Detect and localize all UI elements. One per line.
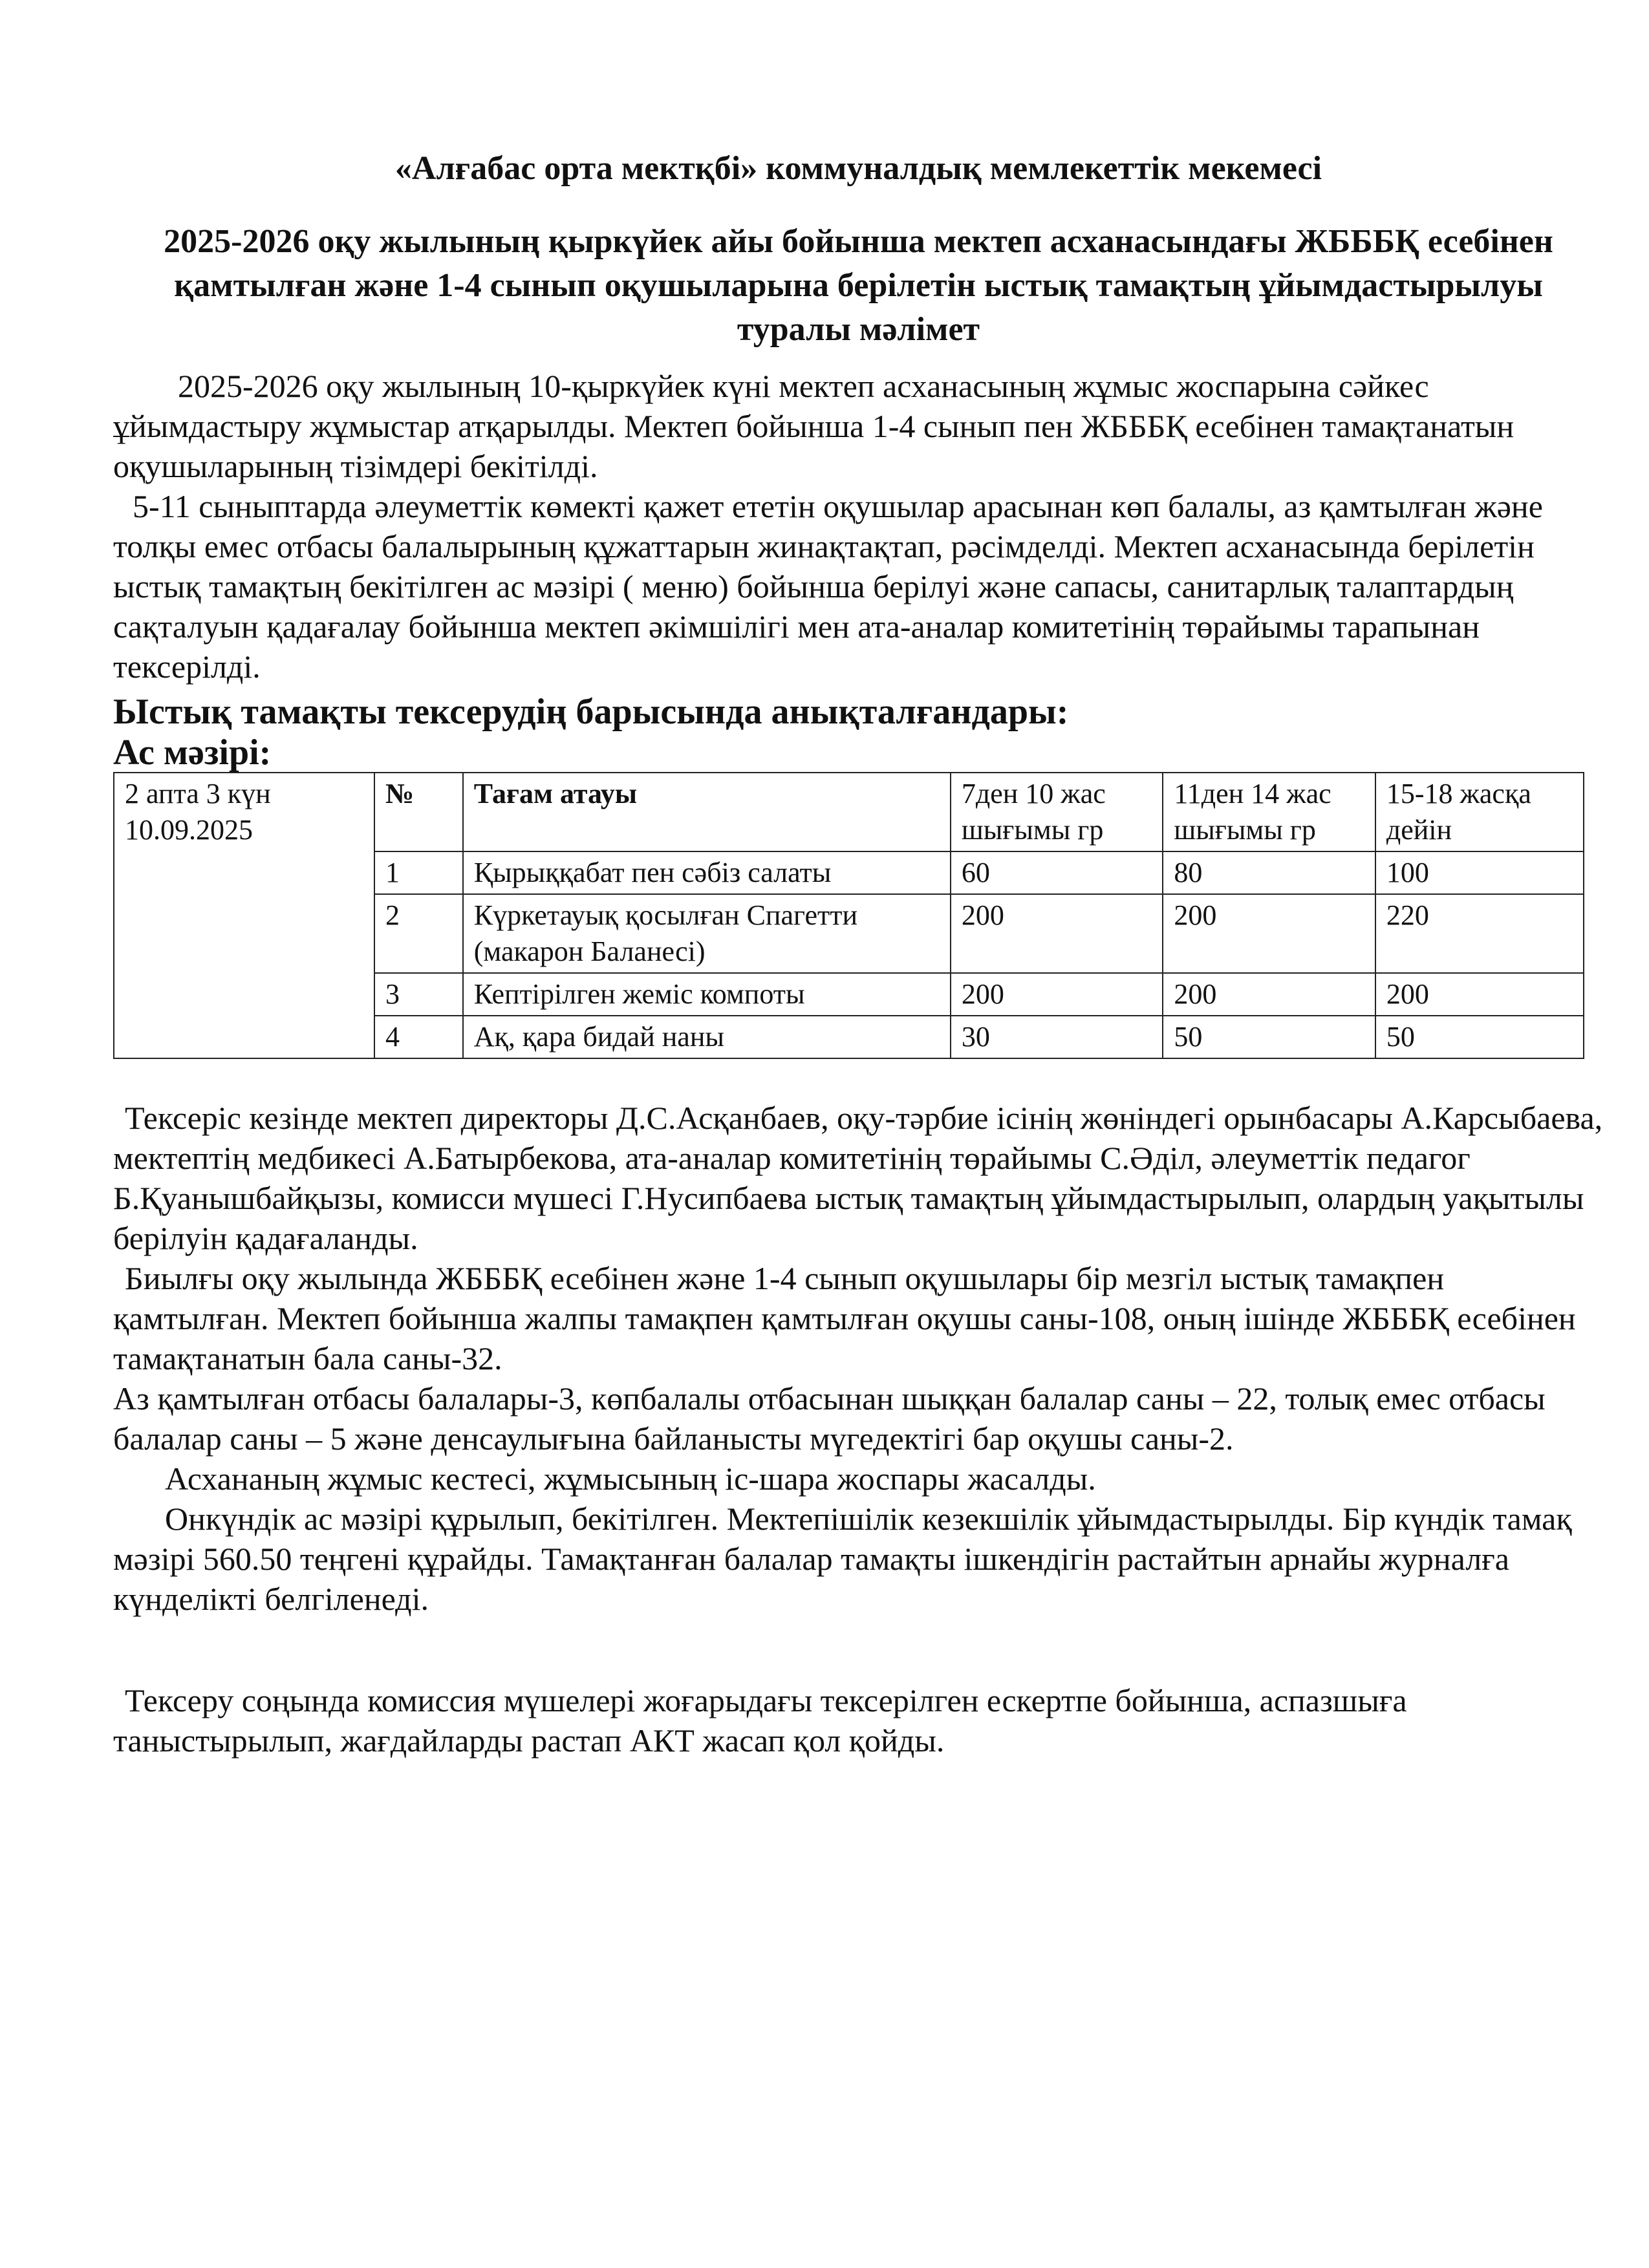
row-num: 3 <box>374 973 463 1016</box>
row-qty-11-14: 50 <box>1163 1016 1375 1058</box>
menu-day-cell <box>114 773 374 1058</box>
organization-name: «Алғабас орта мектқбі» коммуналдық мемлекеттік мекемесі <box>394 150 1322 187</box>
row-dish-name: Кептірілген жеміс компоты <box>463 973 951 1016</box>
row-num: 4 <box>374 1016 463 1058</box>
row-qty-7-10: 200 <box>951 973 1163 1016</box>
menu-table-header-row <box>114 773 1584 851</box>
row-num: 2 <box>374 894 463 973</box>
header-dish-name: Тағам атауы <box>463 773 951 851</box>
conclusion-paragraph: Тексеру соңында комиссия мүшелері жоғарыдағы тексерілген ескертпе бойынша, аспазшыға таныстырылып, жағдайларды растап АКТ жасап қол қойды. <box>113 1682 1407 1759</box>
header-age-11-14: 11ден 14 жас шығымы гр <box>1163 773 1375 851</box>
coverage-paragraph: Биылғы оқу жылында ЖБББҚ есебінен және 1-4 сынып оқушылары бір мезгіл ыстық тамақпен қамтылған. Мектеп бойынша жалпы тамақпен қамтылған оқушы саны-108, оның ішінде ЖБББҚ есебінен тамақтанатын бала саны-32. <box>113 1260 1576 1376</box>
header-age-15-18: 15-18 жасқа дейін <box>1375 773 1584 851</box>
row-qty-7-10: 60 <box>951 851 1163 894</box>
row-qty-15-18: 100 <box>1375 851 1584 894</box>
row-num: 1 <box>374 851 463 894</box>
header-age-7-10: 7ден 10 жас шығымы гр <box>951 773 1163 851</box>
row-qty-11-14: 200 <box>1163 973 1375 1016</box>
families-paragraph: Аз қамтылған отбасы балалары-3, көпбалалы отбасынан шыққан балалар саны – 22, толық емес отбасы балалар саны – 5 және денсаулығына байланысты мүгедектігі бар оқушы саны-2. <box>113 1380 1546 1457</box>
spacer <box>113 1619 1604 1680</box>
intro-paragraph-2: 5-11 сыныптарда әлеуметтік көмекті қажет ететін оқушылар арасынан көп балалы, аз қамтылған және толқы емес отбасы балалырының құжаттарын жинақтақтап, рәсімделді. Мектеп асханасында берілетін ыстық тамақтың бекітілген ас мәзірі ( меню) бойынша берілуі және сапасы, санитарлық талаптардың сақталуын қадағалау бойынша мектеп әкімшілігі мен ата-аналар комитетінің төрайымы тарапынан тексерілді. <box>113 488 1543 685</box>
schedule-paragraph: Асхананың жұмыс кестесі, жұмысының іс-шара жоспары жасалды. <box>165 1460 1096 1497</box>
findings-heading: Ыстық тамақты тексерудің барысында анықталғандары: <box>113 692 1069 732</box>
row-qty-11-14: 200 <box>1163 894 1375 973</box>
row-dish-name: Ақ, қара бидай наны <box>463 1016 951 1058</box>
row-dish-name: Қырыққабат пен сәбіз салаты <box>463 851 951 894</box>
row-qty-7-10: 200 <box>951 894 1163 973</box>
ten-day-menu-paragraph: Онкүндік ас мәзірі құрылып, бекітілген. Мектепішілік кезекшілік ұйымдастырылды. Бір күндік тамақ мәзірі 560.50 теңгені құрайды. Тамақтанған балалар тамақты ішкендігін растайтын арнайы журналға күнделікті белгіленеді. <box>113 1501 1572 1617</box>
row-qty-15-18: 200 <box>1375 973 1584 1016</box>
row-qty-11-14: 80 <box>1163 851 1375 894</box>
row-qty-15-18: 50 <box>1375 1016 1584 1058</box>
menu-day-week: 2 апта 3 күн <box>125 778 271 809</box>
menu-heading: Ас мәзірі: <box>113 733 272 773</box>
menu-day-date: 10.09.2025 <box>125 814 253 846</box>
intro-paragraph-1: 2025-2026 оқу жылының 10-қыркүйек күні мектеп асханасының жұмыс жоспарына сәйкес ұйымдастыру жұмыстар атқарылды. Мектеп бойынша 1-4 сынып пен ЖБББҚ есебінен тамақтанатын оқушыларының тізімдері бекітілді. <box>113 368 1514 484</box>
row-qty-7-10: 30 <box>951 1016 1163 1058</box>
inspection-paragraph: Тексеріс кезінде мектеп директоры Д.С.Асқанбаев, оқу-тәрбие ісінің жөніндегі орынбасары А.Карсыбаева, мектептің медбикесі А.Батырбекова, ата-аналар комитетінің төрайымы С.Әділ, әлеуметтік педагог Б.Қуанышбайқызы, комисси мүшесі Г.Нусипбаева ыстық тамақтың ұйымдастырылып, олардың уақытылы берілуін қадағаланды. <box>113 1100 1603 1256</box>
row-qty-15-18: 220 <box>1375 894 1584 973</box>
header-num: № <box>374 773 463 851</box>
menu-table <box>113 772 1584 1059</box>
row-dish-name: Күркетауық қосылған Спагетти (макарон Баланесі) <box>463 894 951 973</box>
document-title: 2025-2026 оқу жылының қыркүйек айы бойынша мектеп асханасындағы ЖБББҚ есебінен қамтылған және 1-4 сынып оқушыларына берілетін ыстық тамақтың ұйымдастырылуы туралы мәлімет <box>164 223 1553 348</box>
